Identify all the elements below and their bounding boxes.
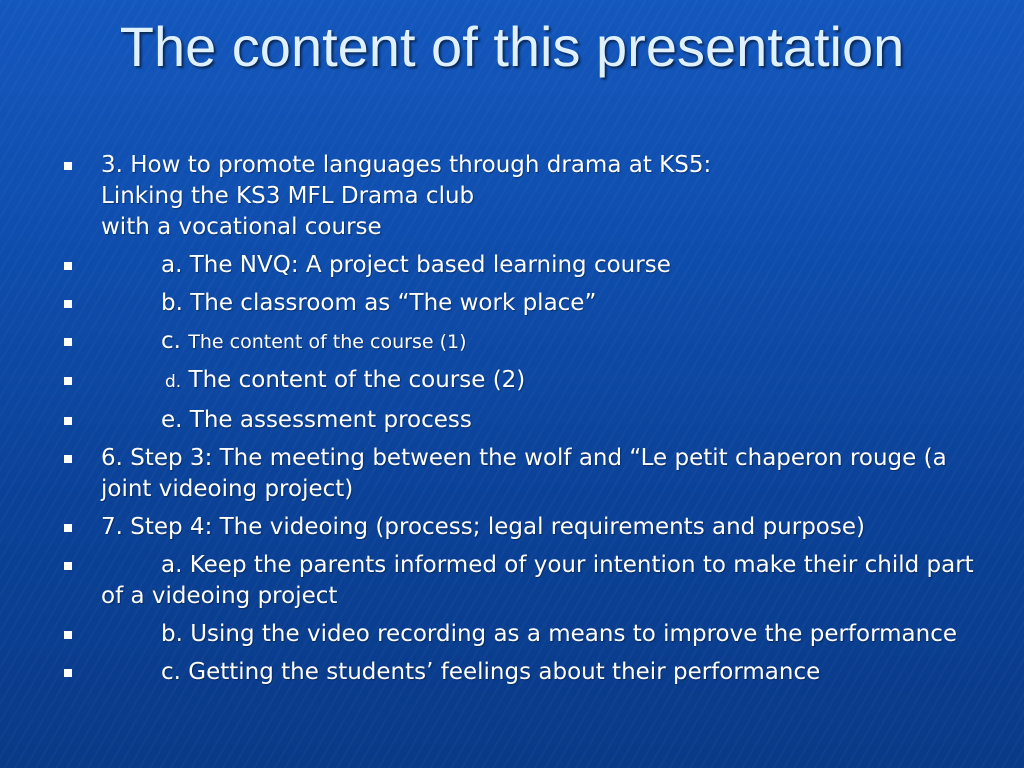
square-bullet-icon [64,338,72,346]
list-item [0,250,1024,281]
square-bullet-icon [64,300,72,308]
square-bullet-icon [64,562,72,570]
square-bullet-icon [64,262,72,270]
item-text: 6. Step 3: The meeting between the wolf and “Le petit chaperon rouge (a joint videoing project) [101,445,947,502]
list-item [0,443,1024,505]
item-text-line: 3. How to promote languages through drama at KS5: [101,152,712,178]
item-text: b. Using the video recording as a means to improve the performance [161,621,958,647]
item-text: b. The classroom as “The work place” [161,290,597,316]
list-item [0,657,1024,688]
list-item [0,550,1024,612]
item-text: c. Getting the students’ feelings about their performance [161,659,821,685]
item-text: a. The NVQ: A project based learning course [161,252,671,278]
item-text: The content of the course (1) [188,331,467,353]
list-item [0,365,1024,398]
square-bullet-icon [64,162,72,170]
item-text-line: with a vocational course [101,214,382,240]
item-prefix: c. [161,328,181,354]
item-text-line: Linking the KS3 MFL Drama club [101,183,475,209]
square-bullet-icon [64,669,72,677]
square-bullet-icon [64,524,72,532]
bullet-list [0,150,1024,695]
square-bullet-icon [64,417,72,425]
item-prefix: d. [165,372,182,392]
list-item [0,326,1024,358]
slide-title: The content of this presentation [119,15,905,78]
item-text: a. Keep the parents informed of your intention to make their child part of a videoing project [101,552,974,609]
item-text: The content of the course (2) [188,367,526,393]
list-item [0,288,1024,319]
list-item [0,619,1024,650]
square-bullet-icon [64,631,72,639]
list-item [0,512,1024,543]
list-item [0,150,1024,243]
item-text: e. The assessment process [161,407,472,433]
list-item [0,405,1024,436]
item-text: 7. Step 4: The videoing (process; legal requirements and purpose) [101,514,865,540]
square-bullet-icon [64,377,72,385]
square-bullet-icon [64,455,72,463]
